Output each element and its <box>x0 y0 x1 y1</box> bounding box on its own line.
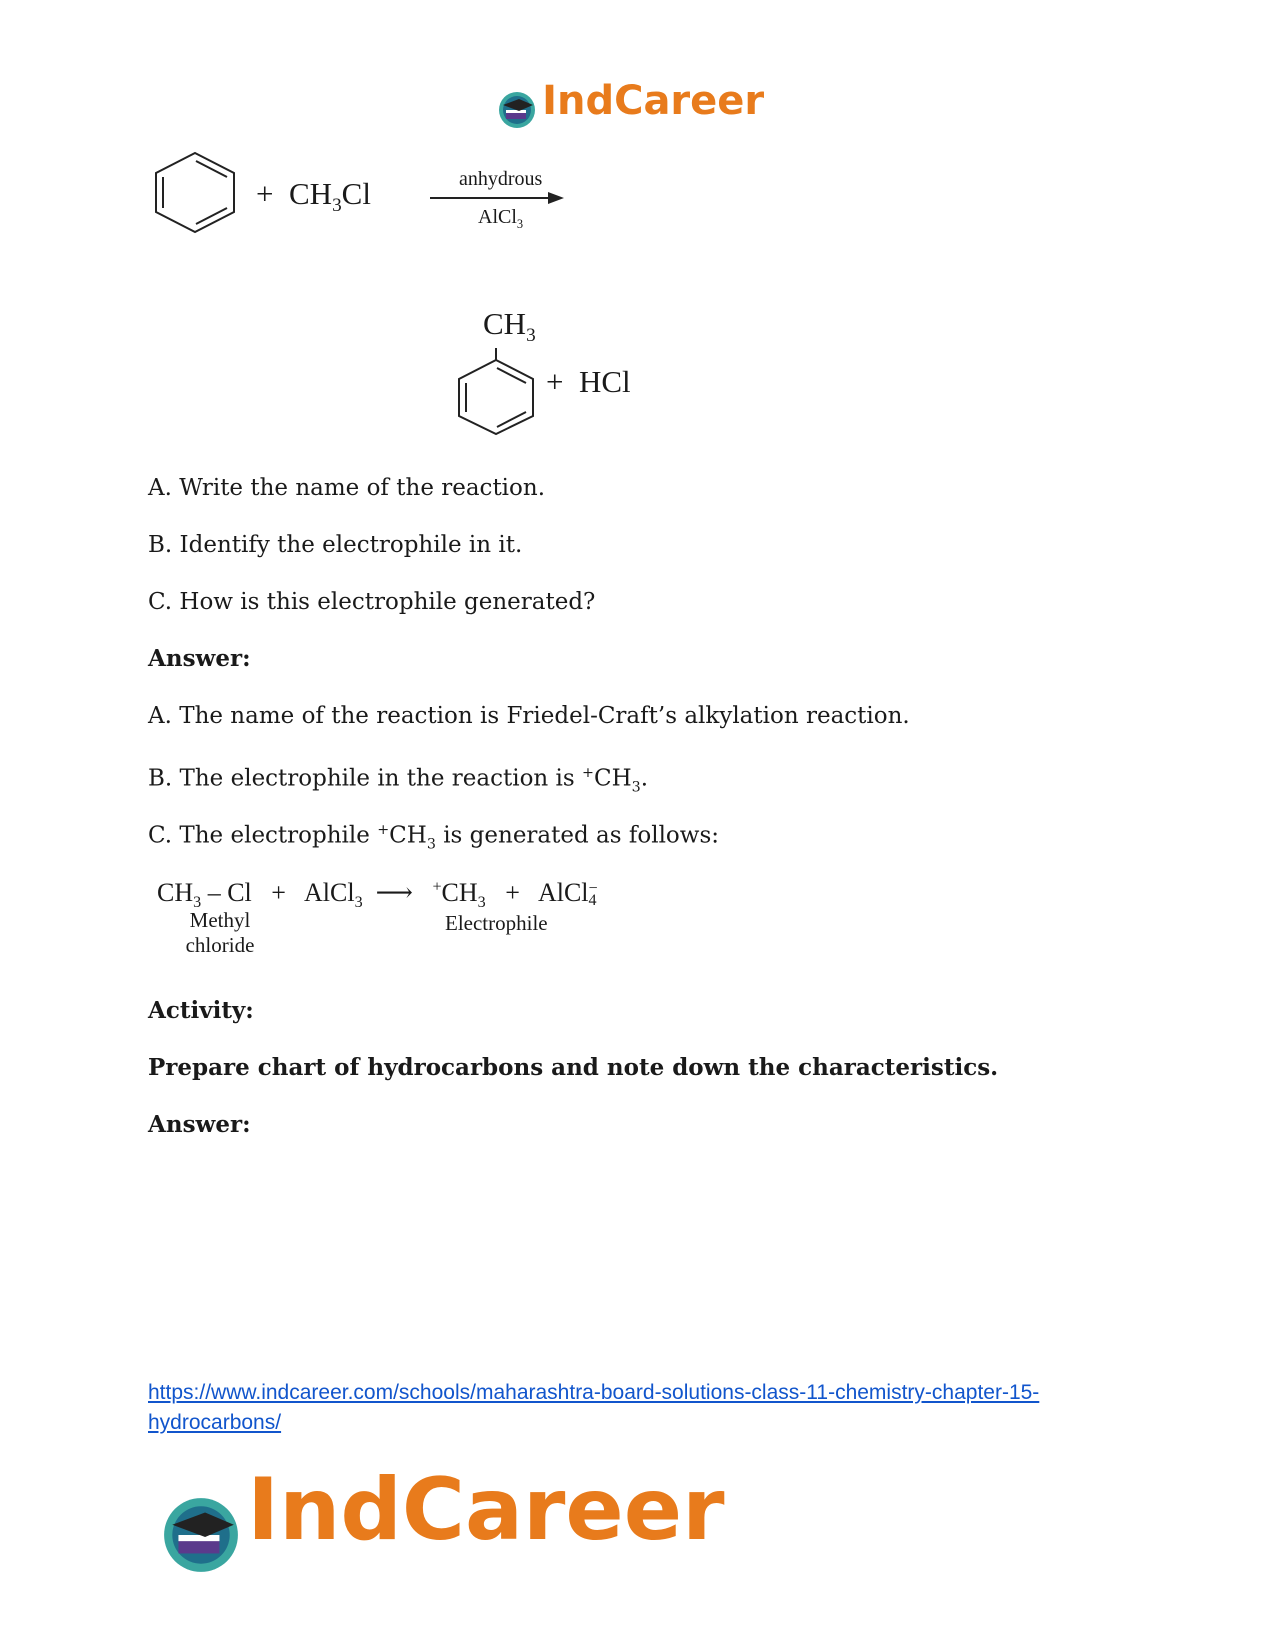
answer-a: A. The name of the reaction is Friedel-Craft’s alkylation reaction. <box>148 703 910 729</box>
arrow-condition-bottom: AlCl$_3$ <box>478 206 524 231</box>
question-b: B. Identify the electrophile in it. <box>148 532 523 558</box>
equation-line: $CH_3$ – Cl + AlCl$_3$ ⟶ $^+CH_3$ + AlCl − 4 <box>157 878 598 912</box>
activity-task: Prepare chart of hydrocarbons and note down the characteristics. <box>148 1054 999 1081</box>
toluene-ring-icon <box>453 346 539 436</box>
graduation-cap-emblem-icon <box>160 1494 242 1576</box>
footer-link-block <box>148 1378 1039 1438</box>
product-hcl: + HCl <box>546 364 631 399</box>
arrow-condition-top: anhydrous <box>459 168 543 190</box>
footer-logo <box>160 1460 725 1576</box>
question-c: C. How is this electrophile generated? <box>148 589 596 615</box>
benzene-ring-icon <box>150 150 240 234</box>
answer-b: B. The electrophile in the reaction is $^+CH_3$. <box>148 765 649 796</box>
reaction-arrow-icon <box>430 190 566 206</box>
answer-c: C. The electrophile $^+CH_3$ is generated as follows: <box>148 822 720 853</box>
graduation-cap-emblem-icon <box>497 90 537 130</box>
activity-heading: Activity: <box>148 997 254 1024</box>
footer-url-link[interactable]: https://www.indcareer.com/schools/maharashtra-board-solutions-class-11-chemistry-chapter-15- hydrocarbons/ <box>148 1381 1040 1434</box>
activity-answer-heading: Answer: <box>148 1111 251 1138</box>
label-electrophile: Electrophile <box>445 911 548 935</box>
reactant-methyl-chloride: + $CH_3Cl$ <box>256 176 371 217</box>
product-methyl-group: $CH_3$ <box>483 306 536 347</box>
header-logo <box>497 78 764 130</box>
brand-name: IndCareer <box>247 1460 725 1560</box>
question-a: A. Write the name of the reaction. <box>148 475 546 501</box>
answer-heading: Answer: <box>148 645 251 672</box>
label-methyl-chloride: Methyl chloride <box>185 908 255 957</box>
brand-name: IndCareer <box>542 78 765 124</box>
